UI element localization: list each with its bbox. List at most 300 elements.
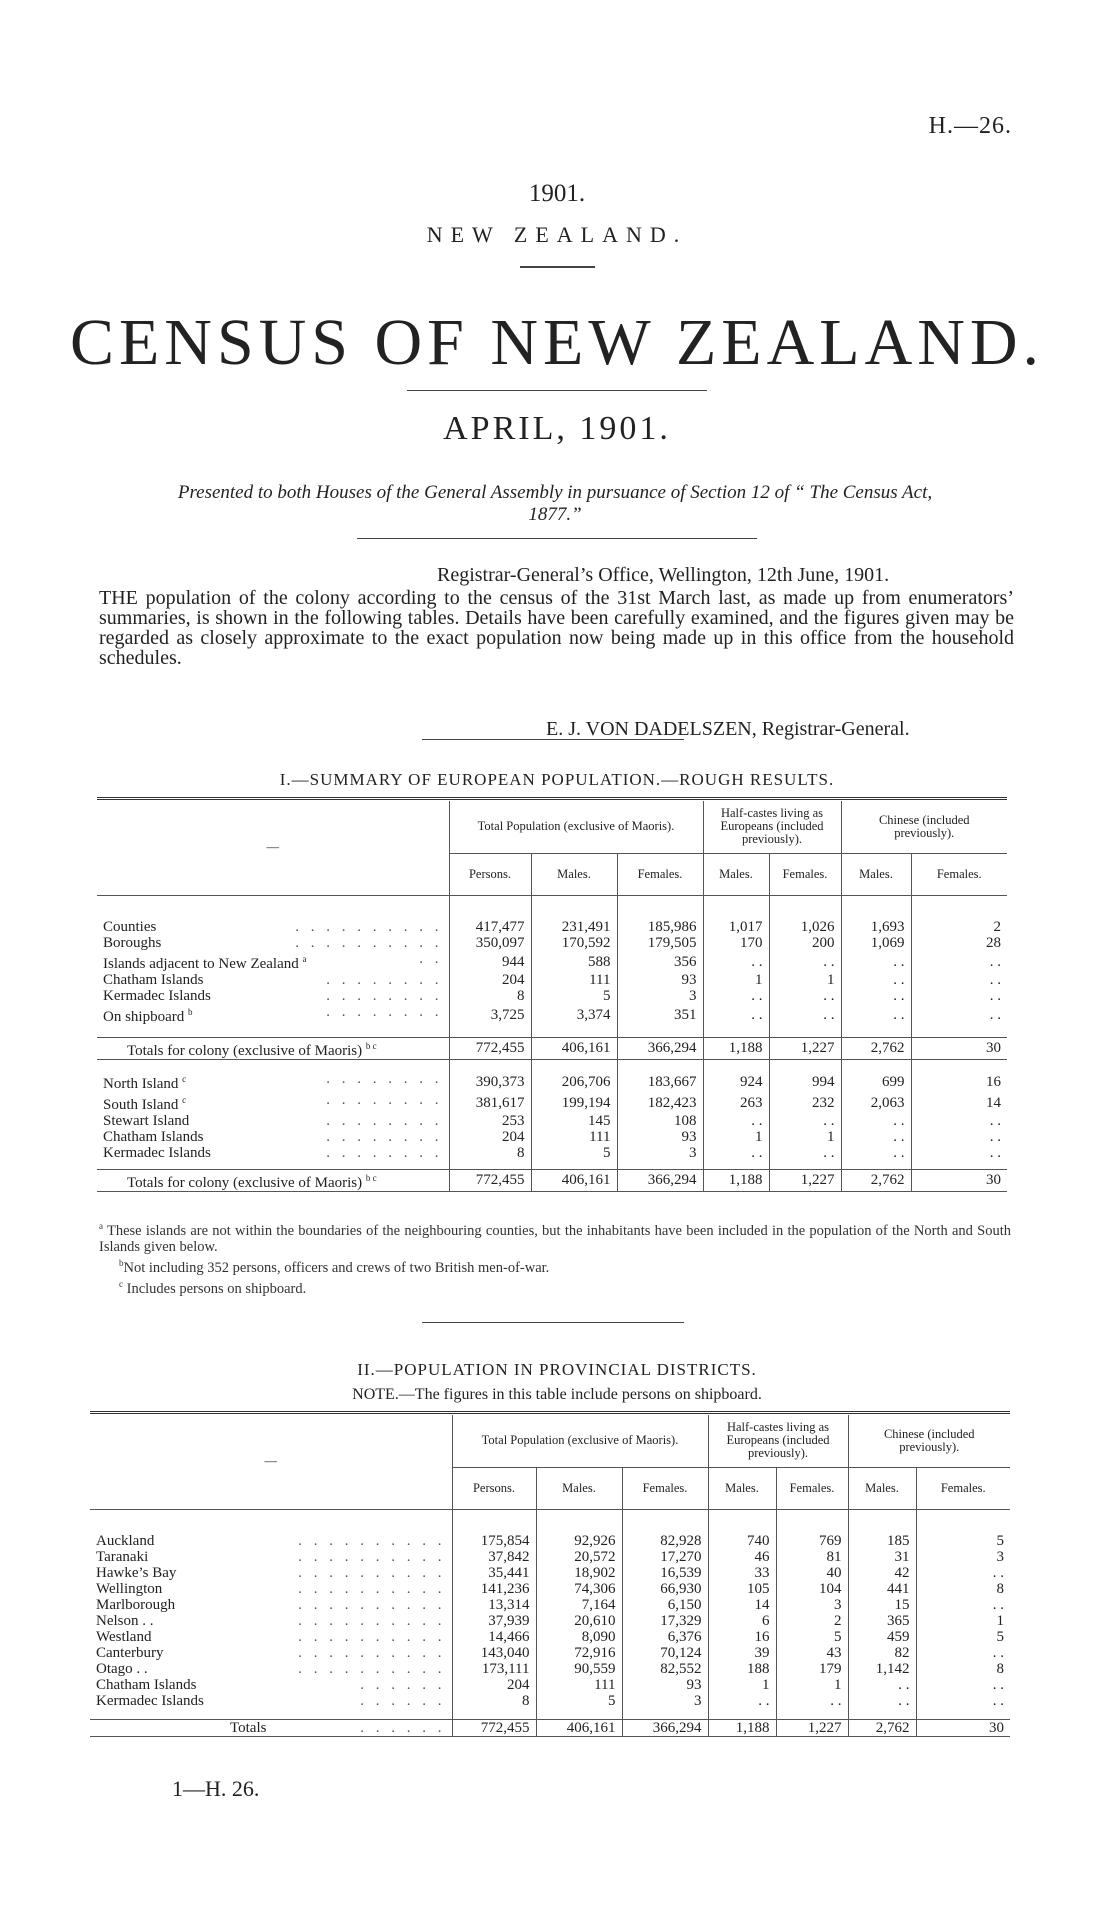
cell-hc-f: . . (776, 1693, 848, 1709)
cell-hc-m: 6 (708, 1613, 776, 1629)
cell-ch-m: 31 (848, 1549, 916, 1565)
totals-row (97, 1169, 1007, 1191)
spacer-cell (97, 1025, 449, 1037)
spacer-cell (776, 1509, 848, 1533)
leader-dots: . . . . . . . . (326, 1129, 443, 1145)
total-population-header: Total Population (exclusive of Maoris). (449, 801, 703, 853)
row-label (90, 1719, 452, 1736)
cell-ch-m: 459 (848, 1629, 916, 1645)
row-label (90, 1661, 452, 1677)
spacer-cell (531, 1161, 617, 1169)
cell-hc-f: 2 (776, 1613, 848, 1629)
row-label (97, 935, 449, 951)
cell-ch-m: . . (841, 988, 911, 1004)
row-label-text: Chatham Islands (96, 1677, 197, 1693)
leader-dots: . . . . . . . . (326, 972, 443, 988)
cell-persons: 173,111 (452, 1661, 536, 1677)
row-label (90, 1533, 452, 1549)
footnote-a: $^a$ These islands are not within the boundaries of the neighbouring counties, but the inhabitants have been included in the population of the North and South Islands given below. (99, 1221, 1011, 1255)
spacer-row (97, 1025, 1007, 1037)
footnote-b: $^b$Not including 352 persons, officers and crews of two British men-of-war. (119, 1257, 550, 1276)
spacer-cell (531, 895, 617, 919)
cell-females: 93 (622, 1677, 708, 1693)
table-row (97, 935, 1007, 951)
table2-note: NOTE.—The figures in this table include persons on shipboard. (352, 1386, 762, 1403)
provincial-table (90, 1415, 1010, 1737)
footnotes (99, 1218, 1011, 1296)
cell-hc-m: 1 (708, 1677, 776, 1693)
table-row (97, 1071, 1007, 1092)
males-header: Males. (703, 853, 769, 895)
cell-hc-f: 43 (776, 1645, 848, 1661)
cell-males: 3,374 (531, 1004, 617, 1025)
leader-dots: . . . . . . . . (326, 988, 443, 1004)
leader-dots: . . . . . . . . (326, 1004, 443, 1020)
spacer-cell (848, 1509, 916, 1533)
cell-males: 170,592 (531, 935, 617, 951)
spacer-cell (916, 1709, 1010, 1719)
spacer-cell (452, 1709, 536, 1719)
cell-persons: 772,455 (449, 1037, 531, 1059)
spacer-cell (531, 1025, 617, 1037)
cell-hc-f: . . (769, 1004, 841, 1025)
cell-hc-f: 200 (769, 935, 841, 951)
spacer-cell (769, 895, 841, 919)
cell-females: 70,124 (622, 1645, 708, 1661)
cell-ch-m: 2,762 (841, 1169, 911, 1191)
cell-persons: 772,455 (452, 1719, 536, 1736)
cell-hc-m: 16 (708, 1629, 776, 1645)
cell-ch-f: . . (916, 1597, 1010, 1613)
spacer-cell (622, 1509, 708, 1533)
cell-hc-m: . . (703, 988, 769, 1004)
cell-ch-f: 14 (911, 1092, 1007, 1113)
cell-males: 74,306 (536, 1581, 622, 1597)
totals-row (90, 1719, 1010, 1736)
females-header: Females. (769, 853, 841, 895)
cell-ch-f: . . (911, 1129, 1007, 1145)
cell-males: 406,161 (531, 1169, 617, 1191)
table-row (97, 1004, 1007, 1025)
cell-persons: 37,939 (452, 1613, 536, 1629)
spacer-cell (708, 1709, 776, 1719)
spacer-cell (449, 1025, 531, 1037)
cell-males: 5 (536, 1693, 622, 1709)
cell-males: 231,491 (531, 919, 617, 935)
cell-males: 8,090 (536, 1629, 622, 1645)
spacer-cell (97, 1161, 449, 1169)
letter-body: THE population of the colony according to the census of the 31st March last, as made up from enumerators’ summaries, is shown in the following tables. Details have been carefully examined, and the figures given may be regarded as closely approximate to the exact population now being made up in this office from the household schedules. (99, 587, 1014, 669)
row-label-text: Boroughs (103, 935, 162, 951)
cell-persons: 13,314 (452, 1597, 536, 1613)
row-label-text: Otago . . (96, 1661, 148, 1677)
cell-hc-m: . . (703, 1145, 769, 1161)
table-row (90, 1565, 1010, 1581)
cell-hc-f: 1,026 (769, 919, 841, 935)
cell-ch-m: . . (848, 1693, 916, 1709)
leader-dots: . . . . . . . . (326, 1113, 443, 1129)
males-header: Males. (531, 853, 617, 895)
cell-males: 72,916 (536, 1645, 622, 1661)
cell-hc-m: 740 (708, 1533, 776, 1549)
cell-persons: 8 (449, 1145, 531, 1161)
totals-row (97, 1037, 1007, 1059)
table-row (97, 1092, 1007, 1113)
cell-persons: 14,466 (452, 1629, 536, 1645)
cell-ch-m: 365 (848, 1613, 916, 1629)
summary-table (97, 801, 1007, 1192)
table-row (97, 1129, 1007, 1145)
cell-ch-f: . . (911, 1004, 1007, 1025)
cell-ch-f: . . (916, 1645, 1010, 1661)
row-label (97, 951, 449, 972)
row-label (97, 1004, 449, 1025)
cell-ch-f: . . (916, 1677, 1010, 1693)
cell-ch-m: . . (841, 951, 911, 972)
spacer-row (90, 1509, 1010, 1533)
cell-females: 6,150 (622, 1597, 708, 1613)
cell-females: 351 (617, 1004, 703, 1025)
cell-persons: 381,617 (449, 1092, 531, 1113)
cell-ch-m: . . (841, 1145, 911, 1161)
spacer-cell (617, 1161, 703, 1169)
cell-ch-m: . . (841, 1129, 911, 1145)
spacer-cell (449, 1161, 531, 1169)
leader-dots: . . . . . . . . . . (298, 1645, 446, 1661)
spacer-cell (536, 1509, 622, 1533)
spacer-cell (703, 1025, 769, 1037)
cell-hc-f: . . (769, 1113, 841, 1129)
cell-ch-f: 16 (911, 1071, 1007, 1092)
table-row (97, 951, 1007, 972)
page-title: CENSUS OF NEW ZEALAND. (69, 306, 1045, 379)
cell-ch-f: 2 (911, 919, 1007, 935)
cell-persons: 175,854 (452, 1533, 536, 1549)
row-label-text: Westland (96, 1629, 152, 1645)
cell-hc-m: 170 (703, 935, 769, 951)
cell-males: 7,164 (536, 1597, 622, 1613)
cell-hc-f: . . (769, 1145, 841, 1161)
leader-dots: . . . . . . . . . . (295, 935, 443, 951)
cell-persons: 3,725 (449, 1004, 531, 1025)
spacer-row (97, 1059, 1007, 1071)
cell-persons: 204 (452, 1677, 536, 1693)
table-row (97, 988, 1007, 1004)
cell-persons: 253 (449, 1113, 531, 1129)
cell-females: 17,270 (622, 1549, 708, 1565)
cell-ch-m: 82 (848, 1645, 916, 1661)
row-label (90, 1677, 452, 1693)
cell-hc-f: 1,227 (769, 1169, 841, 1191)
cell-ch-m: 15 (848, 1597, 916, 1613)
row-label-text: Marlborough (96, 1597, 176, 1613)
table-row (90, 1613, 1010, 1629)
footnote-c: $^c$ Includes persons on shipboard. (119, 1278, 307, 1297)
spacer-cell (703, 1059, 769, 1071)
cell-females: 185,986 (617, 919, 703, 935)
divider (520, 266, 595, 268)
cell-females: 356 (617, 951, 703, 972)
row-label (97, 1113, 449, 1129)
spacer-cell (703, 1161, 769, 1169)
row-label (90, 1581, 452, 1597)
cell-males: 406,161 (531, 1037, 617, 1059)
cell-males: 588 (531, 951, 617, 972)
table2-top-rule (90, 1411, 1010, 1414)
cell-males: 5 (531, 1145, 617, 1161)
cell-hc-m: . . (703, 1113, 769, 1129)
row-label-text: Auckland (96, 1533, 155, 1549)
document-code: H.—26. (928, 113, 1012, 139)
cell-hc-f: 1 (769, 1129, 841, 1145)
cell-males: 111 (536, 1677, 622, 1693)
cell-ch-m: 1,142 (848, 1661, 916, 1677)
cell-males: 90,559 (536, 1661, 622, 1677)
spacer-cell (841, 1025, 911, 1037)
cell-ch-f: . . (916, 1693, 1010, 1709)
spacer-cell (536, 1709, 622, 1719)
cell-hc-f: 1 (769, 972, 841, 988)
half-castes-header: Half-castes living as Europeans (included previously). (703, 801, 841, 853)
cell-ch-f: . . (911, 1113, 1007, 1129)
leader-dots: . . . . . . . . (326, 1145, 443, 1161)
cell-hc-f: 104 (776, 1581, 848, 1597)
cell-ch-m: 441 (848, 1581, 916, 1597)
row-label-text: Chatham Islands (103, 972, 204, 988)
cell-ch-f: 1 (916, 1613, 1010, 1629)
cell-males: 111 (531, 1129, 617, 1145)
table-row (90, 1661, 1010, 1677)
cell-males: 199,194 (531, 1092, 617, 1113)
row-label-text: Kermadec Islands (103, 1145, 211, 1161)
spacer-cell (911, 1161, 1007, 1169)
cell-females: 108 (617, 1113, 703, 1129)
row-label-text: Islands adjacent to New Zealand (103, 956, 299, 972)
cell-hc-m: 105 (708, 1581, 776, 1597)
females-header: Females. (622, 1467, 708, 1509)
row-label-text: Hawke’s Bay (96, 1565, 177, 1581)
cell-hc-m: 46 (708, 1549, 776, 1565)
row-label (97, 1145, 449, 1161)
cell-hc-f: 1 (776, 1677, 848, 1693)
spacer-cell (617, 1025, 703, 1037)
females-header: Females. (617, 853, 703, 895)
spacer-row (97, 1161, 1007, 1169)
cell-hc-f: 40 (776, 1565, 848, 1581)
cell-females: 179,505 (617, 935, 703, 951)
spacer-cell (452, 1509, 536, 1533)
cell-ch-m: 699 (841, 1071, 911, 1092)
leader-dots: . . . . . . (360, 1719, 446, 1736)
spacer-cell (841, 895, 911, 919)
leader-dots: . . . . . . . . . . (298, 1629, 446, 1645)
cell-persons: 772,455 (449, 1169, 531, 1191)
cell-persons: 204 (449, 1129, 531, 1145)
row-label-text: Wellington (96, 1581, 163, 1597)
spacer-cell (531, 1059, 617, 1071)
spacer-cell (90, 1709, 452, 1719)
cell-ch-m: . . (841, 1004, 911, 1025)
cell-males: 92,926 (536, 1533, 622, 1549)
table2-title: II.—POPULATION IN PROVINCIAL DISTRICTS. (357, 1360, 757, 1379)
row-label-text: North Island (103, 1076, 179, 1092)
cell-hc-f: 1,227 (776, 1719, 848, 1736)
cell-hc-m: 1,017 (703, 919, 769, 935)
row-label (97, 1169, 449, 1191)
footnote-ref: c (182, 1074, 187, 1084)
cell-males: 5 (531, 988, 617, 1004)
cell-ch-f: 28 (911, 935, 1007, 951)
cell-ch-f: 5 (916, 1533, 1010, 1549)
divider (357, 538, 757, 539)
cell-females: 16,539 (622, 1565, 708, 1581)
divider (407, 390, 707, 391)
footnote-ref: b (188, 1007, 193, 1017)
chinese-header: Chinese (included previously). (848, 1415, 1010, 1467)
cell-hc-f: 179 (776, 1661, 848, 1677)
cell-ch-m: 2,762 (848, 1719, 916, 1736)
cell-ch-f: 8 (916, 1661, 1010, 1677)
spacer-cell (911, 895, 1007, 919)
row-label-text: Totals for colony (exclusive of Maoris) (127, 1174, 363, 1191)
cell-females: 93 (617, 972, 703, 988)
presented-note: Presented to both Houses of the General Assembly in pursuance of Section 12 of “ The Census Act, 1877.” (177, 482, 933, 525)
cell-males: 20,572 (536, 1549, 622, 1565)
cell-ch-f: 30 (916, 1719, 1010, 1736)
table-row (90, 1677, 1010, 1693)
table-row (90, 1549, 1010, 1565)
cell-hc-f: 5 (776, 1629, 848, 1645)
row-label (97, 972, 449, 988)
row-label (90, 1597, 452, 1613)
cell-persons: 35,441 (452, 1565, 536, 1581)
cell-hc-f: 232 (769, 1092, 841, 1113)
row-label-text: Chatham Islands (103, 1129, 204, 1145)
spacer-cell (622, 1709, 708, 1719)
cell-males: 18,902 (536, 1565, 622, 1581)
row-label (97, 1071, 449, 1092)
spacer-cell (769, 1161, 841, 1169)
cell-ch-m: 2,063 (841, 1092, 911, 1113)
cell-females: 3 (617, 1145, 703, 1161)
cell-hc-f: . . (769, 951, 841, 972)
table-row (90, 1645, 1010, 1661)
cell-females: 366,294 (622, 1719, 708, 1736)
cell-ch-f: 3 (916, 1549, 1010, 1565)
table-row (90, 1533, 1010, 1549)
leader-dots: . . . . . . . . . . (295, 919, 443, 935)
cell-females: 366,294 (617, 1037, 703, 1059)
cell-persons: 8 (449, 988, 531, 1004)
cell-ch-f: . . (911, 1145, 1007, 1161)
persons-header: Persons. (452, 1467, 536, 1509)
table-row (90, 1597, 1010, 1613)
row-label (90, 1693, 452, 1709)
report-date: APRIL, 1901. (443, 410, 671, 447)
cell-ch-f: 5 (916, 1629, 1010, 1645)
spacer-cell (449, 1059, 531, 1071)
cell-ch-m: 42 (848, 1565, 916, 1581)
spacer-cell (841, 1161, 911, 1169)
stub-header: — (90, 1415, 452, 1509)
cell-hc-f: 81 (776, 1549, 848, 1565)
cell-females: 93 (617, 1129, 703, 1145)
cell-females: 82,552 (622, 1661, 708, 1677)
cell-males: 111 (531, 972, 617, 988)
cell-males: 20,610 (536, 1613, 622, 1629)
cell-persons: 204 (449, 972, 531, 988)
cell-hc-m: 1,188 (703, 1169, 769, 1191)
spacer-cell (776, 1709, 848, 1719)
cell-hc-m: 1,188 (708, 1719, 776, 1736)
cell-ch-f: . . (916, 1565, 1010, 1581)
footnote-ref: a (302, 954, 307, 964)
males-header: Males. (536, 1467, 622, 1509)
row-label-text: Counties (103, 919, 157, 935)
males-header: Males. (708, 1467, 776, 1509)
spacer-cell (911, 1025, 1007, 1037)
cell-hc-f: 1,227 (769, 1037, 841, 1059)
row-label (90, 1613, 452, 1629)
row-label-text: Totals for colony (exclusive of Maoris) (127, 1042, 363, 1059)
cell-persons: 143,040 (452, 1645, 536, 1661)
spacer-cell (911, 1059, 1007, 1071)
table-row (97, 919, 1007, 935)
cell-females: 366,294 (617, 1169, 703, 1191)
row-label-text: Taranaki (96, 1549, 149, 1565)
page-footer-code: 1—H. 26. (172, 1776, 260, 1801)
cell-ch-m: 2,762 (841, 1037, 911, 1059)
row-label-text: South Island (103, 1097, 179, 1113)
spacer-cell (769, 1059, 841, 1071)
leader-dots: . . . . . . (360, 1693, 446, 1709)
spacer-cell (617, 895, 703, 919)
cell-ch-f: 8 (916, 1581, 1010, 1597)
row-label (97, 919, 449, 935)
cell-ch-m: 1,069 (841, 935, 911, 951)
divider (422, 1322, 684, 1323)
leader-dots: . . . . . . . . . . (298, 1533, 446, 1549)
leader-dots: . . (419, 951, 443, 967)
leader-dots: . . . . . . . . . . (298, 1581, 446, 1597)
cell-hc-m: 33 (708, 1565, 776, 1581)
footnote-ref: b c (365, 1040, 377, 1051)
leader-dots: . . . . . . . . (326, 1092, 443, 1108)
leader-dots: . . . . . . . . . . (298, 1613, 446, 1629)
cell-ch-f: . . (911, 988, 1007, 1004)
cell-hc-m: . . (708, 1693, 776, 1709)
cell-hc-m: 1,188 (703, 1037, 769, 1059)
half-castes-header: Half-castes living as Europeans (included previously). (708, 1415, 848, 1467)
cell-hc-f: 769 (776, 1533, 848, 1549)
cell-females: 3 (617, 988, 703, 1004)
table1-top-rule (97, 797, 1007, 800)
row-label-text: Totals (230, 1719, 267, 1736)
country: NEW ZEALAND. (426, 222, 688, 247)
row-label (90, 1565, 452, 1581)
females-header: Females. (776, 1467, 848, 1509)
spacer-cell (90, 1509, 452, 1533)
cell-hc-f: . . (769, 988, 841, 1004)
cell-persons: 944 (449, 951, 531, 972)
row-label (97, 988, 449, 1004)
cell-hc-m: 14 (708, 1597, 776, 1613)
spacer-cell (97, 895, 449, 919)
cell-ch-f: . . (911, 972, 1007, 988)
cell-females: 66,930 (622, 1581, 708, 1597)
row-label-text: Kermadec Islands (103, 988, 211, 1004)
cell-females: 6,376 (622, 1629, 708, 1645)
